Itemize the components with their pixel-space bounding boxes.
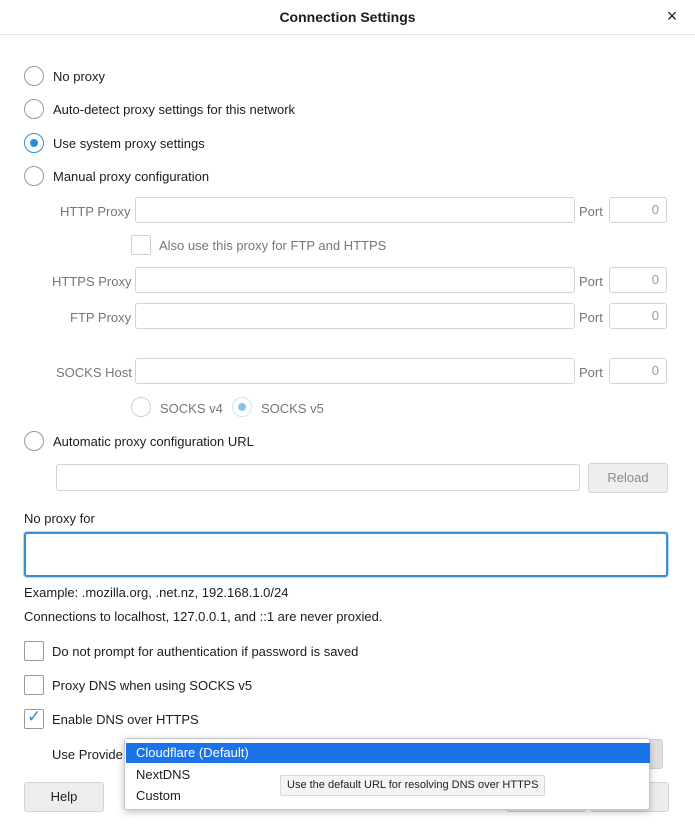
enable-doh-label: Enable DNS over HTTPS <box>52 712 199 727</box>
also-use-proxy-label: Also use this proxy for FTP and HTTPS <box>159 238 387 253</box>
https-port-label: Port <box>579 274 603 289</box>
radio-no-proxy[interactable] <box>24 66 44 86</box>
http-port-label: Port <box>579 204 603 219</box>
https-proxy-input[interactable] <box>135 267 575 293</box>
auto-config-url-input[interactable] <box>56 464 580 491</box>
radio-label-system-proxy: Use system proxy settings <box>53 136 205 151</box>
dialog-titlebar <box>0 0 695 35</box>
radio-system-proxy[interactable] <box>24 133 44 153</box>
provider-option-custom[interactable]: Custom <box>136 788 181 803</box>
radio-label-no-proxy: No proxy <box>53 69 106 84</box>
proxy-dns-label: Proxy DNS when using SOCKS v5 <box>52 678 253 693</box>
radio-label-manual-proxy: Manual proxy configuration <box>53 169 210 184</box>
socks-v4-label: SOCKS v4 <box>160 401 223 416</box>
socks-host-input[interactable] <box>135 358 575 384</box>
no-auth-prompt-checkbox[interactable] <box>24 641 44 661</box>
provider-tooltip: Use the default URL for resolving DNS over HTTPS <box>280 775 545 796</box>
radio-label-auto-detect: Auto-detect proxy settings for this network <box>53 102 296 117</box>
provider-option-nextdns[interactable]: NextDNS <box>136 767 191 782</box>
provider-label: Use Provide <box>52 747 123 762</box>
help-button[interactable]: Help <box>24 782 104 812</box>
enable-doh-checkbox[interactable] <box>24 709 44 729</box>
no-proxy-example: Example: .mozilla.org, .net.nz, 192.168.1.0/24 <box>24 585 289 600</box>
localhost-note: Connections to localhost, 127.0.0.1, and ::1 are never proxied. <box>24 609 383 624</box>
proxy-dns-checkbox[interactable] <box>24 675 44 695</box>
ftp-proxy-input[interactable] <box>135 303 575 329</box>
ftp-port-label: Port <box>579 310 603 325</box>
no-proxy-for-input[interactable] <box>24 532 668 577</box>
socks-port-label: Port <box>579 365 603 380</box>
radio-socks-v4[interactable] <box>131 397 151 417</box>
close-icon[interactable]: × <box>666 6 678 26</box>
no-proxy-for-label: No proxy for <box>24 511 95 526</box>
socks-host-label: SOCKS Host <box>56 365 132 380</box>
radio-auto-config-url[interactable] <box>24 431 44 451</box>
provider-option-cloudflare[interactable]: Cloudflare (Default) <box>126 743 650 763</box>
https-port-input[interactable]: 0 <box>609 267 667 293</box>
reload-button[interactable]: Reload <box>588 463 668 493</box>
radio-auto-detect[interactable] <box>24 99 44 119</box>
https-proxy-label: HTTPS Proxy <box>52 274 132 289</box>
also-use-proxy-checkbox[interactable] <box>131 235 151 255</box>
radio-manual-proxy[interactable] <box>24 166 44 186</box>
provider-dropdown <box>124 738 650 810</box>
radio-socks-v5[interactable] <box>232 397 252 417</box>
ftp-proxy-label: FTP Proxy <box>70 310 132 325</box>
no-auth-prompt-label: Do not prompt for authentication if password is saved <box>52 644 359 659</box>
socks-v5-label: SOCKS v5 <box>261 401 324 416</box>
http-proxy-label: HTTP Proxy <box>60 204 131 219</box>
radio-label-auto-config-url: Automatic proxy configuration URL <box>53 434 254 449</box>
dialog-title: Connection Settings <box>279 9 416 25</box>
http-port-input[interactable]: 0 <box>609 197 667 223</box>
checkmark-icon: ✓ <box>27 707 42 726</box>
socks-port-input[interactable]: 0 <box>609 358 667 384</box>
ftp-port-input[interactable]: 0 <box>609 303 667 329</box>
http-proxy-input[interactable] <box>135 197 575 223</box>
